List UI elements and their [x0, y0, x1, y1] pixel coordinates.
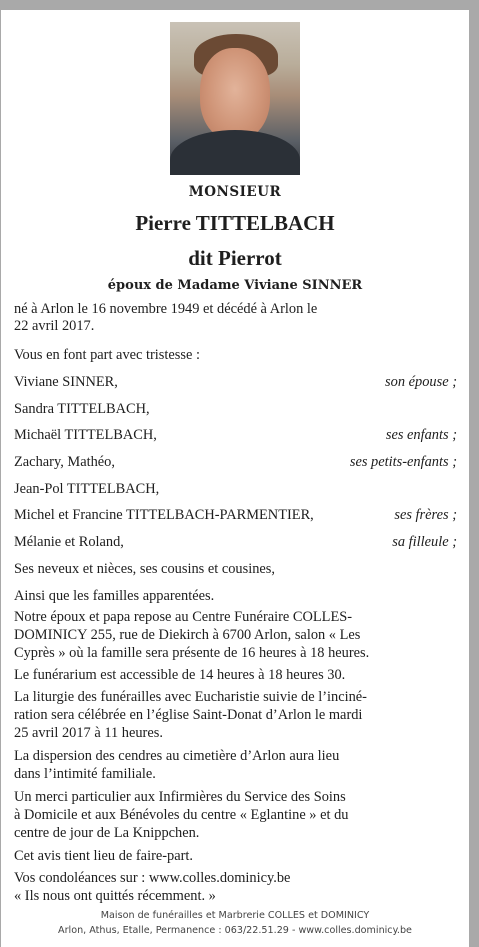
obituary-card — [1, 10, 469, 947]
liturgy-line: ration sera célébrée en l’église Saint-Donat d’Arlon le mardi — [14, 707, 363, 723]
family-name: Jean-Pol TITTELBACH, — [14, 481, 160, 497]
family-relation: ses enfants ; — [385, 427, 457, 443]
relatives-text: Ainsi que les familles apparentées. — [14, 588, 215, 604]
family-relation: son épouse ; — [385, 374, 457, 390]
deceased-nickname: dit Pierrot — [188, 246, 282, 270]
liturgy-line: 25 avril 2017 à 11 heures. — [14, 725, 163, 741]
family-row — [14, 481, 457, 498]
portrait-face — [200, 48, 270, 140]
rest-line: Cyprès » où la famille sera présente de 16 heures à 18 heures. — [14, 645, 370, 661]
liturgy-line: La liturgie des funérailles avec Eucharistie suivie de l’inciné- — [14, 689, 367, 705]
family-row — [14, 534, 457, 551]
family-relation: ses petits-enfants ; — [349, 454, 457, 470]
spouse-line: époux de Madame Viviane SINNER — [107, 278, 363, 293]
funerarium-text: Le funérarium est accessible de 14 heures à 18 heures 30. — [14, 667, 346, 683]
family-row — [14, 454, 457, 471]
portrait-photo — [170, 22, 300, 175]
birth-line-2: 22 avril 2017. — [14, 318, 95, 334]
dispersion-line: La dispersion des cendres au cimetière d’Arlon aura lieu — [14, 748, 340, 764]
deceased-name: Pierre TITTELBACH — [135, 211, 335, 235]
thanks-line: centre de jour de La Knippchen. — [14, 825, 200, 841]
family-name: Michel et Francine TITTELBACH-PARMENTIER, — [14, 507, 314, 523]
family-row — [14, 427, 457, 444]
thanks-line: à Domicile et aux Bénévoles du centre « Eglantine » et du — [14, 807, 349, 823]
nephews-text: Ses neveux et nièces, ses cousins et cousines, — [14, 561, 275, 577]
family-name: Sandra TITTELBACH, — [14, 401, 150, 417]
family-row — [14, 374, 457, 391]
thanks-line: Un merci particulier aux Infirmières du Service des Soins — [14, 789, 346, 805]
family-row — [14, 507, 457, 524]
family-relation: ses frères ; — [394, 507, 457, 523]
honorific: MONSIEUR — [188, 184, 282, 200]
family-relation: sa filleule ; — [392, 534, 457, 550]
condolences-text: Vos condoléances sur : www.colles.dominicy.be — [14, 870, 291, 886]
dispersion-line: dans l’intimité familiale. — [14, 766, 156, 782]
family-name: Mélanie et Roland, — [14, 534, 124, 550]
faire-part-text: Cet avis tient lieu de faire-part. — [14, 848, 194, 864]
footer-company: Maison de funérailles et Marbrerie COLLES et DOMINICY — [100, 910, 370, 921]
rest-line: Notre époux et papa repose au Centre Funéraire COLLES- — [14, 609, 353, 625]
portrait-shoulders — [170, 130, 300, 175]
birth-line-1: né à Arlon le 16 novembre 1949 et décédé à Arlon le — [14, 301, 318, 317]
footer-contact: Arlon, Athus, Etalle, Permanence : 063/22.51.29 - www.colles.dominicy.be — [58, 925, 412, 936]
rest-line: DOMINICY 255, rue de Diekirch à 6700 Arlon, salon « Les — [14, 627, 361, 643]
closing-quote: « Ils nous ont quittés récemment. » — [14, 888, 216, 904]
announce-text: Vous en font part avec tristesse : — [14, 347, 200, 363]
family-row — [14, 401, 457, 418]
family-name: Viviane SINNER, — [14, 374, 118, 390]
family-name: Zachary, Mathéo, — [14, 454, 115, 470]
family-name: Michaël TITTELBACH, — [14, 427, 157, 443]
